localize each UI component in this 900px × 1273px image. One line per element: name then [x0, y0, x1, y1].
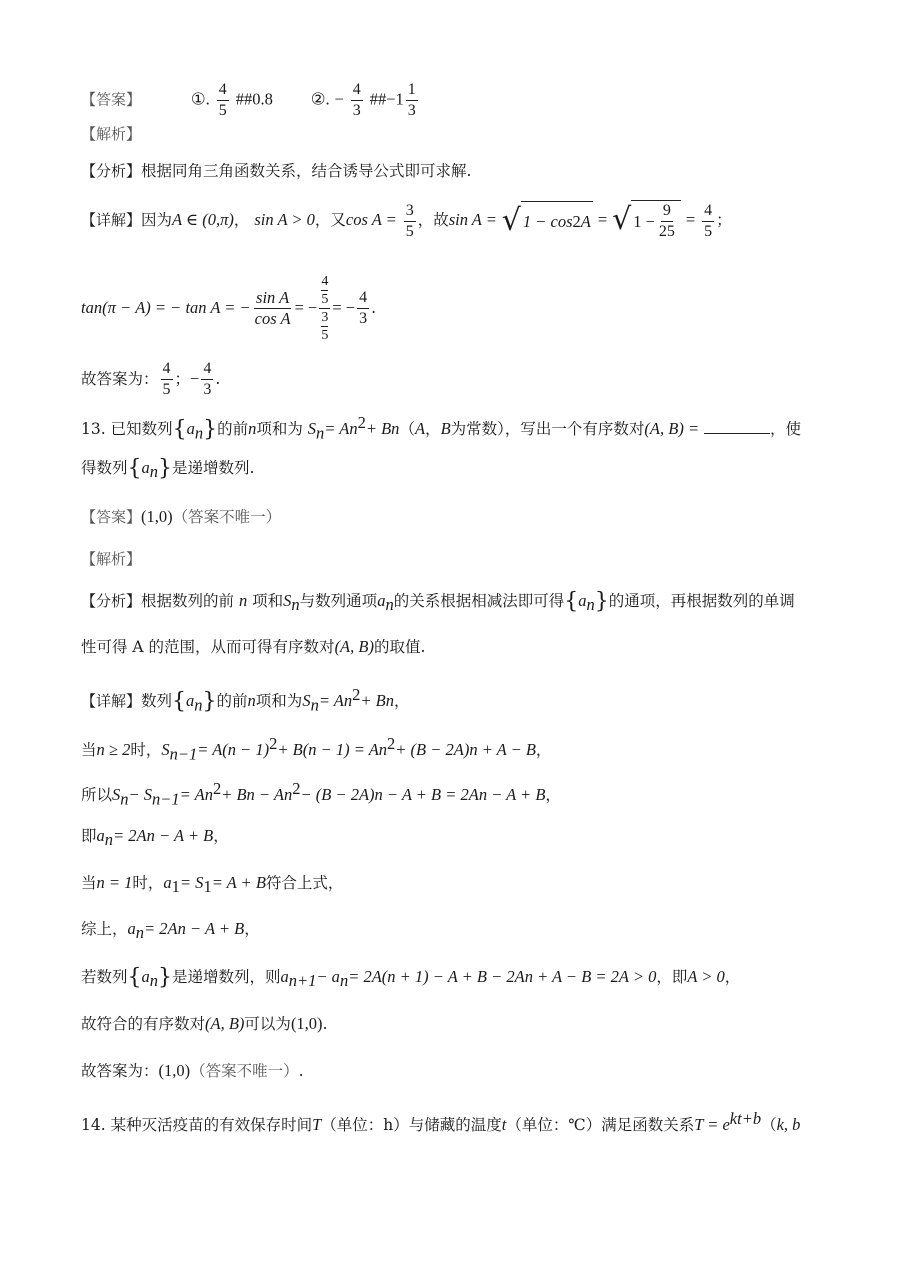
punct: ， — [233, 211, 250, 229]
answer-2-minus: − — [334, 89, 344, 109]
punct: ； — [716, 211, 732, 229]
answer-note: （答案不唯一） — [172, 508, 282, 526]
q13-detail-line-2: 当n ≥ 2时，$S_{n-1}= A(n - 1)^2+ B(n - 1) = An^2+ (B - 2A)n + A - B$， — [81, 734, 552, 764]
punct: . — [371, 299, 377, 317]
answer-2-alt: ##−1 — [369, 89, 404, 109]
final-fraction-2: $\frac{4}{3}$ — [203, 359, 212, 398]
q13-detail-line-8: 故符合的有序数对(A, B)可以为(1,0). — [81, 1014, 328, 1033]
fraction-sin-result: $\frac{4}{5}$ — [704, 201, 713, 240]
q12-tan-line — [81, 266, 860, 350]
q12-analysis-tag-line — [81, 123, 860, 145]
q13-answer-line — [81, 506, 860, 528]
math-sin-positive: sin A > 0 — [254, 210, 315, 229]
fraction-tan-result: $\frac{4}{3}$ — [359, 288, 368, 327]
fraction-sin-over-cos: $\frac{\text{sin A}}{\text{cos A}}$ — [254, 287, 291, 328]
q14-number: 14. 某种灭活疫苗的有效保存时间 — [81, 1116, 313, 1135]
sqrt-2: √ 1 − $\frac{9}{25}$ — [612, 200, 681, 242]
q13-stem-line-2: 得数列$\{a_n\}$是递增数列. — [81, 456, 255, 482]
equals-minus: = − — [294, 298, 318, 317]
detail-text: ，故 — [417, 211, 449, 229]
math-cos: cos A = — [345, 210, 397, 229]
q13-stem-line-1: 13. 已知数列$\{a_n\}$的前n项和为 $S_n= An^2+ Bn(A$，B为常数），写出一个有序数对(A, B) = ，使 — [81, 413, 802, 443]
answer-2-mark: ②. — [310, 89, 330, 109]
q13-detail-line-3: 所以$S_n- S_{n-1}= An^2+ Bn - An^2- (B - 2A)n - A + B = 2An - A + B$， — [81, 779, 561, 809]
answer-tag: 【答案】 — [81, 508, 142, 526]
q13-fenxi-line-1: 【分析】根据数列的前 n 项和$S_n$与数列通项$a_n$的关系根据相减法即可得$\{a_n\}$的通项，再根据数列的单调 — [81, 589, 795, 615]
q13-detail-line-4: 即$a_n= 2An - A + B$， — [81, 826, 229, 850]
detail-text: ，又 — [314, 211, 346, 229]
q12-final-line — [81, 357, 860, 401]
analysis-tag: 【解析】 — [81, 550, 142, 568]
q13-detail-line-5: 当n = 1时，$a_1= S_1= A + B$符合上式， — [81, 873, 344, 897]
xiangjie-tag: 【详解】 — [81, 211, 142, 229]
q12-fenxi-line — [81, 160, 860, 182]
q12-detail-line — [81, 200, 860, 242]
answer-blank — [704, 417, 770, 434]
analysis-tag: 【解析】 — [81, 125, 142, 143]
compound-fraction: 4 5 3 5 — [321, 273, 329, 343]
minus: − — [190, 369, 200, 388]
q12-answer-line — [81, 80, 860, 121]
q13-final-line: 故答案为：(1,0)（答案不唯一）. — [81, 1061, 304, 1080]
fenxi-tag: 【分析】 — [81, 592, 142, 610]
final-fraction-1: $\frac{4}{5}$ — [162, 359, 171, 398]
equals: = — [685, 210, 696, 229]
fraction-cos: $\frac{3}{5}$ — [405, 201, 414, 240]
answer-value: (1,0) — [141, 507, 173, 526]
q13-detail-line-6: 综上，$a_n= 2An - A + B$， — [81, 919, 260, 943]
math-domain: A ∈ (0,π) — [172, 210, 234, 229]
answer-1-alt: ##0.8 — [235, 89, 273, 109]
math-tan: tan(π − A) = − tan A = − — [81, 298, 251, 317]
punct: ； — [174, 370, 191, 388]
math-sin: sin A = — [448, 210, 497, 229]
q13-fenxi-line-2: 性可得 A 的范围，从而可得有序数对(A, B)的取值. — [81, 637, 426, 656]
punct: . — [215, 370, 221, 388]
answer-1-fraction: $\frac{4}{5}$ — [218, 81, 227, 119]
answer-1-mark: ①. — [190, 89, 210, 109]
answer-tag: 【答案】 — [81, 90, 142, 109]
q13-detail-line-7: 若数列$\{a_n\}$是递增数列，则$a_{n+1}- a_n= 2A(n + 1) - A + B - 2An + A - B = 2A > 0$，即A > 0， — [81, 965, 741, 991]
q14-stem-line: 14. 某种灭活疫苗的有效保存时间T（单位：h）与储藏的温度t（单位：℃）满足函数关系$T = e^{kt+b}(k$, b — [81, 1109, 801, 1135]
answer-2-mixed-fraction: $\frac{1}{3}$ — [407, 81, 416, 119]
answer-2-fraction: $\frac{4}{3}$ — [352, 81, 361, 119]
q13-number: 13. 已知数列 — [81, 420, 173, 439]
equals: = — [597, 210, 608, 229]
fenxi-text: 根据同角三角函数关系，结合诱导公式即可求解. — [141, 162, 472, 180]
detail-text: 因为 — [141, 211, 173, 229]
q13-analysis-tag-line — [81, 548, 860, 570]
final-label: 故答案为： — [81, 370, 159, 388]
fenxi-tag: 【分析】 — [81, 162, 142, 180]
q13-detail-line-1: 【详解】数列$\{a_n\}$的前n项和为$S_n= An^2+ Bn$， — [81, 685, 410, 715]
sqrt-1: √ 1 − cos 2 A — [502, 201, 593, 241]
xiangjie-tag: 【详解】 — [81, 692, 142, 711]
equals-minus: = − — [332, 298, 356, 317]
